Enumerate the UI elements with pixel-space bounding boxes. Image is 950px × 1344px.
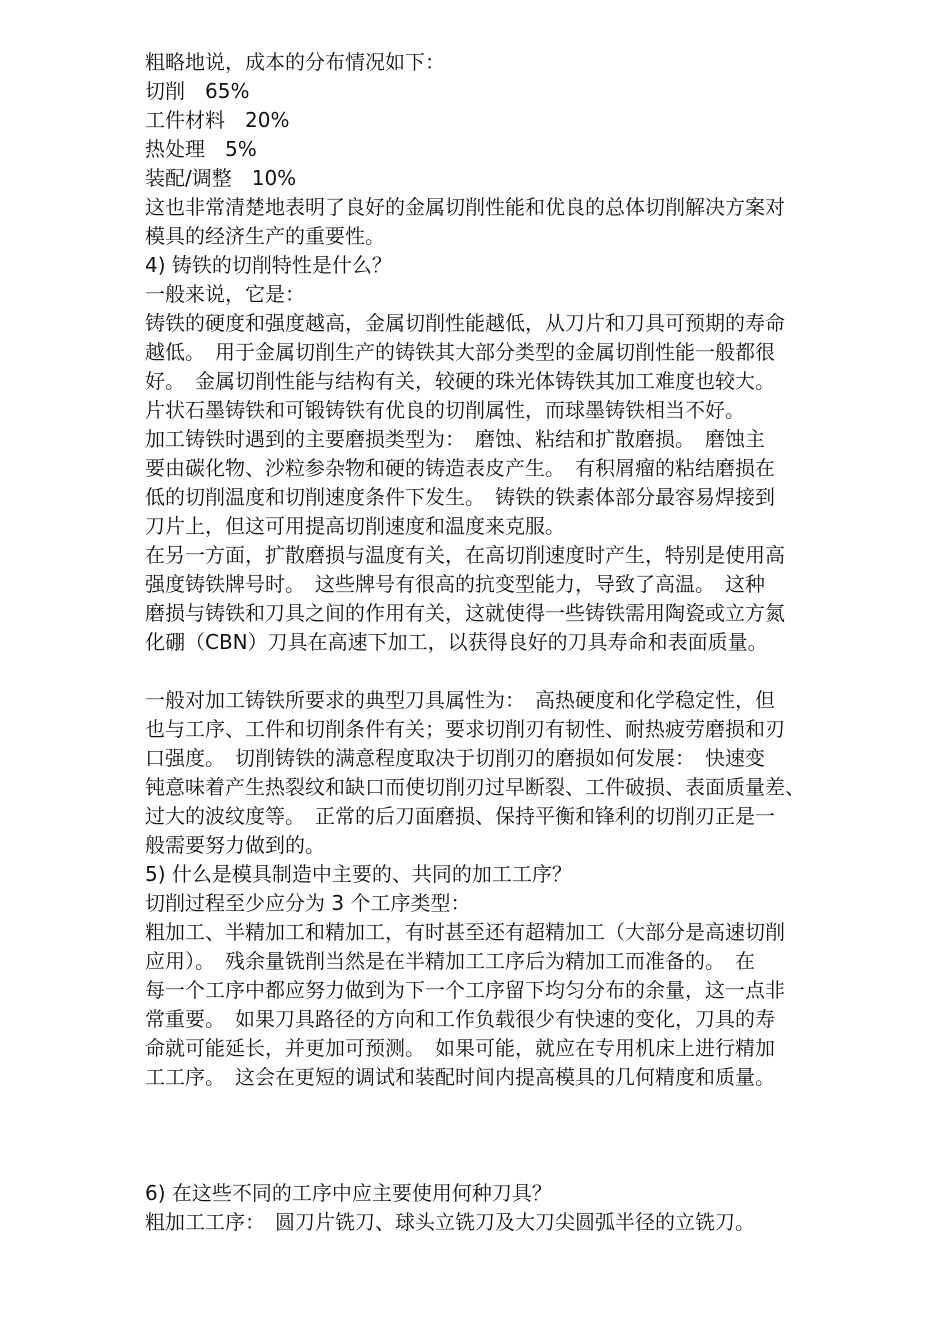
document-body — [145, 48, 870, 1237]
question-heading-4: 4) 铸铁的切削特性是什么？ — [145, 253, 392, 277]
paragraph-line: 加工铸铁时遇到的主要磨损类型为： 磨蚀、粘结和扩散磨损。 磨蚀主 — [145, 427, 765, 451]
paragraph-line: 切削过程至少应分为 3 个工序类型： — [145, 891, 471, 915]
paragraph-line: 低的切削温度和切削速度条件下发生。 铸铁的铁素体部分最容易焊接到 — [145, 485, 775, 509]
question-heading-6: 6) 在这些不同的工序中应主要使用何种刀具？ — [145, 1181, 552, 1205]
paragraph-line: 命就可能延长，并更加可预测。 如果可能，就应在专用机床上进行精加 — [145, 1036, 775, 1060]
paragraph-line: 般需要努力做到的。 — [145, 833, 325, 857]
blank-lines — [145, 1092, 870, 1179]
paragraph-line: 越低。 用于金属切削生产的铸铁其大部分类型的金属切削性能一般都很 — [145, 340, 775, 364]
paragraph-line: 要由碳化物、沙粒参杂物和硬的铸造表皮产生。 有积屑瘤的粘结磨损在 — [145, 456, 775, 480]
paragraph-line: 这也非常清楚地表明了良好的金属切削性能和优良的总体切削解决方案对 — [145, 195, 785, 219]
paragraph-line: 强度铸铁牌号时。 这些牌号有很高的抗变型能力，导致了高温。 这种 — [145, 572, 765, 596]
cost-item-assembly: 装配/调整 10% — [145, 166, 297, 190]
paragraph-line: 应用）。 残余量铣削当然是在半精加工工序后为精加工而准备的。 在 — [145, 949, 755, 973]
paragraph-line: 每一个工序中都应努力做到为下一个工序留下均匀分布的余量，这一点非 — [145, 978, 785, 1002]
paragraph-line: 一般来说，它是： — [145, 282, 305, 306]
paragraph-line: 一般对加工铸铁所要求的典型刀具属性为： 高热硬度和化学稳定性，但 — [145, 688, 775, 712]
paragraph-line: 好。 金属切削性能与结构有关，较硬的珠光体铸铁其加工难度也较大。 — [145, 369, 775, 393]
paragraph-line: 模具的经济生产的重要性。 — [145, 224, 385, 248]
paragraph-line: 口强度。 切削铸铁的满意程度取决于切削刃的磨损如何发展： 快速变 — [145, 746, 765, 770]
paragraph-line: 在另一方面，扩散磨损与温度有关，在高切削速度时产生，特别是使用高 — [145, 543, 785, 567]
cost-item-cutting: 切削 65% — [145, 79, 250, 103]
paragraph-line: 片状石墨铸铁和可锻铸铁有优良的切削属性，而球墨铸铁相当不好。 — [145, 398, 745, 422]
paragraph-line: 工工序。 这会在更短的调试和装配时间内提高模具的几何精度和质量。 — [145, 1065, 775, 1089]
paragraph-line: 过大的波纹度等。 正常的后刀面磨损、保持平衡和锋利的切削刃正是一 — [145, 804, 775, 828]
paragraph-line: 粗加工工序： 圆刀片铣刀、球头立铣刀及大刀尖圆弧半径的立铣刀。 — [145, 1210, 755, 1234]
paragraph-line: 刀片上，但这可用提高切削速度和温度来克服。 — [145, 514, 565, 538]
cost-item-heat-treatment: 热处理 5% — [145, 137, 257, 161]
question-heading-5: 5) 什么是模具制造中主要的、共同的加工工序？ — [145, 862, 572, 886]
blank-line — [145, 657, 870, 686]
intro-line: 粗略地说，成本的分布情况如下： — [145, 50, 445, 74]
cost-item-material: 工件材料 20% — [145, 108, 290, 132]
paragraph-line: 常重要。 如果刀具路径的方向和工作负载很少有快速的变化，刀具的寿 — [145, 1007, 775, 1031]
paragraph-line: 钝意味着产生热裂纹和缺口而使切削刃过早断裂、工件破损、表面质量差、 — [145, 775, 805, 799]
paragraph-line: 也与工序、工件和切削条件有关；要求切削刃有韧性、耐热疲劳磨损和刃 — [145, 717, 785, 741]
paragraph-line: 铸铁的硬度和强度越高，金属切削性能越低，从刀片和刀具可预期的寿命 — [145, 311, 785, 335]
paragraph-line: 磨损与铸铁和刀具之间的作用有关，这就使得一些铸铁需用陶瓷或立方氮 — [145, 601, 785, 625]
paragraph-line: 粗加工、半精加工和精加工，有时甚至还有超精加工（大部分是高速切削 — [145, 920, 785, 944]
paragraph-line: 化硼（CBN）刀具在高速下加工，以获得良好的刀具寿命和表面质量。 — [145, 630, 768, 654]
